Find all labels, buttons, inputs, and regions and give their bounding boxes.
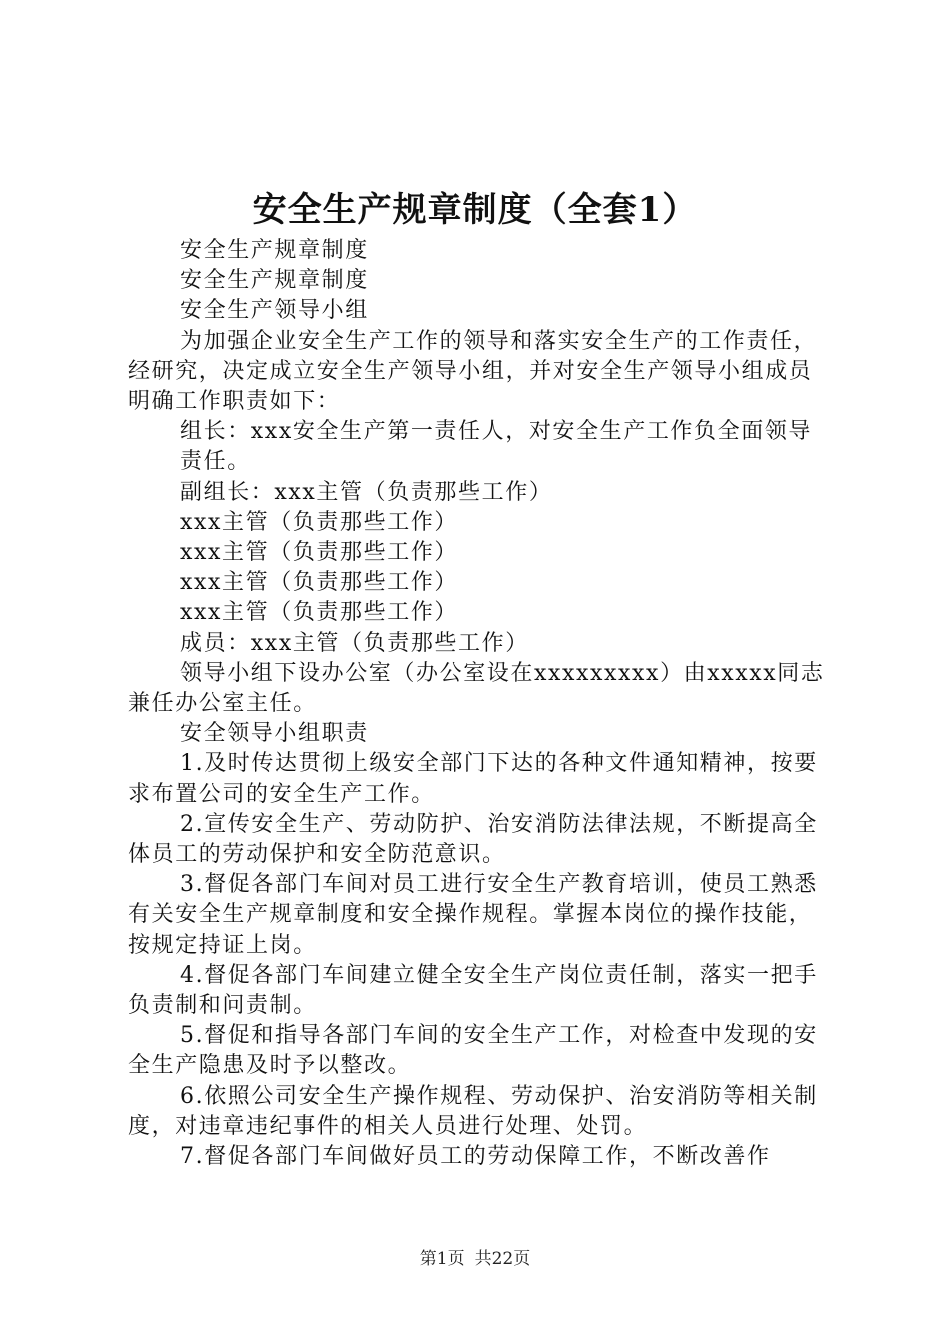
paragraph: 1.及时传达贯彻上级安全部门下达的各种文件通知精神，按要求布置公司的安全生产工作。	[128, 751, 818, 807]
paragraph: 4.督促各部门车间建立健全安全生产岗位责任制，落实一把手负责制和问责制。	[128, 962, 818, 1019]
paragraph: 副组长：xxx主管（负责那些工作）	[180, 479, 553, 505]
page-footer	[0, 1244, 950, 1269]
paragraph: 5.督促和指导各部门车间的安全生产工作，对检查中发现的安全生产隐患及时予以整改。	[128, 1023, 818, 1079]
page-total: 共22页	[474, 1249, 531, 1269]
paragraph: 安全生产规章制度	[180, 238, 369, 263]
paragraph: 组长：xxx安全生产第一责任人，对安全生产工作负全面领导责任。	[180, 419, 813, 475]
paragraph: 安全生产规章制度	[180, 268, 369, 294]
page-number: 第1页	[419, 1249, 465, 1269]
paragraph: 2.宣传安全生产、劳动防护、治安消防法律法规，不断提高全体员工的劳动保护和安全防范意识。	[128, 811, 818, 868]
paragraph: 为加强企业安全生产工作的领导和落实安全生产的工作责任，经研究，决定成立安全生产领导小组，并对安全生产领导小组成员明确工作职责如下：	[128, 328, 818, 415]
paragraph: xxx主管（负责那些工作）	[180, 540, 459, 566]
paragraph: xxx主管（负责那些工作）	[180, 570, 459, 596]
paragraph: 成员：xxx主管（负责那些工作）	[180, 630, 529, 656]
paragraph: 安全生产领导小组	[180, 298, 369, 324]
paragraph: 6.依照公司安全生产操作规程、劳动保护、治安消防等相关制度，对违章违纪事件的相关人员进行处理、处罚。	[128, 1083, 818, 1139]
paragraph: 领导小组下设办公室（办公室设在xxxxxxxxx）由xxxxx同志兼任办公室主任。	[128, 660, 825, 717]
document-body	[128, 236, 832, 1172]
paragraph: xxx主管（负责那些工作）	[180, 600, 459, 626]
paragraph: 7.督促各部门车间做好员工的劳动保障工作，不断改善作	[180, 1144, 771, 1170]
paragraph: xxx主管（负责那些工作）	[180, 509, 459, 535]
paragraph: 安全领导小组职责	[180, 721, 369, 747]
paragraph: 3.督促各部门车间对员工进行安全生产教育培训，使员工熟悉有关安全生产规章制度和安全操作规程。掌握本岗位的操作技能，按规定持证上岗。	[128, 872, 818, 958]
document-title: 安全生产规章制度（全套1）	[252, 190, 698, 230]
